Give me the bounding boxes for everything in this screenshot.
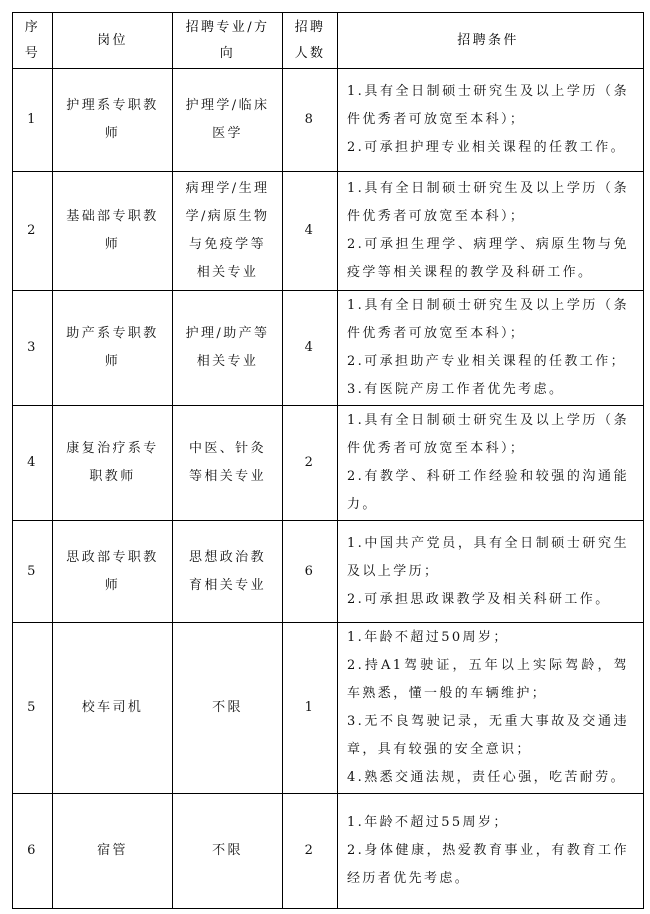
table-row xyxy=(13,291,644,406)
requirement-item: 1.具有全日制硕士研究生及以上学历（条件优秀者可放宽至本科）； xyxy=(347,298,629,341)
cell-index: 3 xyxy=(13,291,53,406)
requirement-item: 1.中国共产党员，具有全日制硕士研究生及以上学历； xyxy=(347,535,629,579)
cell-index: 4 xyxy=(13,406,53,521)
table-row xyxy=(13,521,644,623)
requirement-item: 3.无不良驾驶记录，无重大事故及交通违章，具有较强的安全意识； xyxy=(347,714,629,757)
requirement-item: 2.可承担助产专业相关课程的任教工作； xyxy=(347,354,627,369)
cell-count: 1 xyxy=(283,623,338,794)
table-row xyxy=(13,69,644,172)
cell-major: 护理学/临床医学 xyxy=(173,69,283,172)
requirement-item: 2.可承担思政课教学及相关科研工作。 xyxy=(347,591,611,607)
cell-major: 病理学/生理学/病原生物与免疫学等相关专业 xyxy=(173,172,283,291)
requirement-item: 2.有教学、科研工作经验和较强的沟通能力。 xyxy=(347,469,629,512)
cell-major: 思想政治教育相关专业 xyxy=(173,521,283,623)
cell-position: 助产系专职教师 xyxy=(53,291,173,406)
cell-major: 护理/助产等相关专业 xyxy=(173,291,283,406)
cell-index: 6 xyxy=(13,794,53,909)
header-requirements: 招聘条件 xyxy=(338,13,644,69)
requirement-item: 2.可承担生理学、病理学、病原生物与免疫学等相关课程的教学及科研工作。 xyxy=(347,237,629,280)
cell-position: 护理系专职教师 xyxy=(53,69,173,172)
requirement-item: 2.可承担护理专业相关课程的任教工作。 xyxy=(347,140,627,155)
cell-count: 4 xyxy=(283,172,338,291)
cell-index: 5 xyxy=(13,623,53,794)
cell-index: 1 xyxy=(13,69,53,172)
cell-index: 5 xyxy=(13,521,53,623)
requirement-item: 2.持A1驾驶证，五年以上实际驾龄，驾车熟悉，懂一般的车辆维护； xyxy=(347,658,629,701)
requirement-item: 1.具有全日制硕士研究生及以上学历（条件优秀者可放宽至本科）； xyxy=(347,413,629,456)
cell-position: 宿管 xyxy=(53,794,173,909)
cell-index: 2 xyxy=(13,172,53,291)
cell-requirements xyxy=(338,794,644,909)
cell-requirements xyxy=(338,406,644,521)
header-row xyxy=(13,13,644,69)
header-index: 序号 xyxy=(13,13,53,69)
cell-major: 不限 xyxy=(173,794,283,909)
requirement-item: 1.具有全日制硕士研究生及以上学历（条件优秀者可放宽至本科）； xyxy=(347,84,629,127)
recruitment-table xyxy=(12,12,644,909)
header-major: 招聘专业/方向 xyxy=(173,13,283,69)
table-row xyxy=(13,172,644,291)
cell-requirements xyxy=(338,521,644,623)
cell-requirements xyxy=(338,623,644,794)
cell-count: 8 xyxy=(283,69,338,172)
header-position: 岗位 xyxy=(53,13,173,69)
cell-requirements xyxy=(338,291,644,406)
table-row xyxy=(13,794,644,909)
requirement-item: 1.年龄不超过50周岁； xyxy=(347,630,509,645)
requirement-item: 3.有医院产房工作者优先考虑。 xyxy=(347,382,565,397)
cell-position: 康复治疗系专职教师 xyxy=(53,406,173,521)
cell-count: 2 xyxy=(283,794,338,909)
cell-position: 基础部专职教师 xyxy=(53,172,173,291)
table-row xyxy=(13,406,644,521)
cell-major: 不限 xyxy=(173,623,283,794)
header-count: 招聘人数 xyxy=(283,13,338,69)
cell-position: 校车司机 xyxy=(53,623,173,794)
requirement-item: 4.熟悉交通法规，责任心强，吃苦耐劳。 xyxy=(347,770,627,785)
cell-requirements xyxy=(338,172,644,291)
cell-count: 4 xyxy=(283,291,338,406)
requirement-item: 2.身体健康，热爱教育事业，有教育工作经历者优先考虑。 xyxy=(347,843,629,886)
cell-count: 2 xyxy=(283,406,338,521)
table-row xyxy=(13,623,644,794)
requirement-item: 1.年龄不超过55周岁； xyxy=(347,815,509,830)
cell-count: 6 xyxy=(283,521,338,623)
cell-requirements xyxy=(338,69,644,172)
cell-position: 思政部专职教师 xyxy=(53,521,173,623)
cell-major: 中医、针灸等相关专业 xyxy=(173,406,283,521)
requirement-item: 1.具有全日制硕士研究生及以上学历（条件优秀者可放宽至本科）； xyxy=(347,181,629,224)
